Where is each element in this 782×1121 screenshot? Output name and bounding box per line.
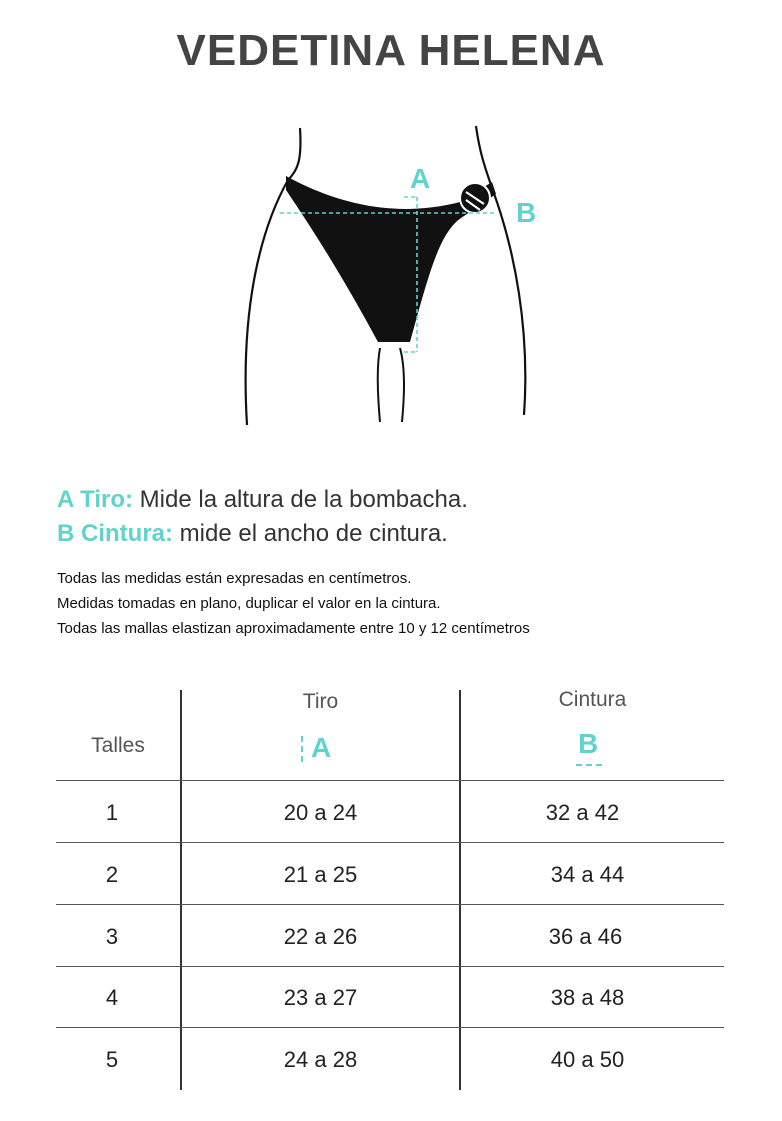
legend-b-text: mide el ancho de cintura. [173,520,448,547]
leg-line-left [378,348,380,422]
note-line: Todas las mallas elastizan aproximadamente entre 10 y 12 centímetros [57,620,530,637]
legend-b-key: B Cintura: [57,520,173,547]
table-cell-tiro: 23 a 27 [283,985,358,1010]
note-line: Todas las medidas están expresadas en centímetros. [57,570,412,587]
cintura-dashed-marker [576,764,602,766]
table-cell-cintura: 38 a 48 [550,985,625,1010]
table-rule [56,966,724,967]
tiro-dashed-marker [301,736,303,762]
page-title: VEDETINA HELENA [176,26,606,75]
garment-illustration [230,120,550,430]
label-a: A [410,163,431,194]
table-cell-size: 4 [105,985,119,1010]
table-cell-cintura: 40 a 50 [550,1047,625,1072]
table-cell-size: 3 [105,924,119,949]
header-tiro-letter: A [311,732,332,763]
table-cell-cintura: 34 a 44 [550,862,625,887]
table-cell-cintura: 32 a 42 [545,800,620,825]
header-talles: Talles [91,734,145,757]
table-divider [180,690,182,1090]
table-rule [56,842,724,843]
header-cintura: Cintura [558,688,627,711]
header-cintura-letter: B [578,728,599,759]
table-rule [56,780,724,781]
body-outline-right [476,126,525,415]
legend-a-text: Mide la altura de la bombacha. [133,486,468,513]
table-cell-size: 5 [105,1047,119,1072]
table-cell-tiro: 24 a 28 [283,1047,358,1072]
body-outline-left [246,128,301,425]
header-tiro: Tiro [302,690,339,713]
table-cell-tiro: 22 a 26 [283,924,358,949]
table-rule [56,1027,724,1028]
table-cell-tiro: 20 a 24 [283,800,358,825]
table-cell-size: 1 [105,800,119,825]
leg-line-right [400,348,404,422]
table-cell-cintura: 36 a 46 [548,924,623,949]
legend-a-key: A Tiro: [57,486,133,513]
legend-b [57,520,448,548]
label-b: B [516,197,537,228]
table-rule [56,904,724,905]
legend-a [57,486,468,514]
size-table [56,690,724,1090]
note-line: Medidas tomadas en plano, duplicar el valor en la cintura. [57,595,441,612]
table-cell-size: 2 [105,862,119,887]
table-divider [459,690,461,1090]
table-cell-tiro: 21 a 25 [283,862,358,887]
